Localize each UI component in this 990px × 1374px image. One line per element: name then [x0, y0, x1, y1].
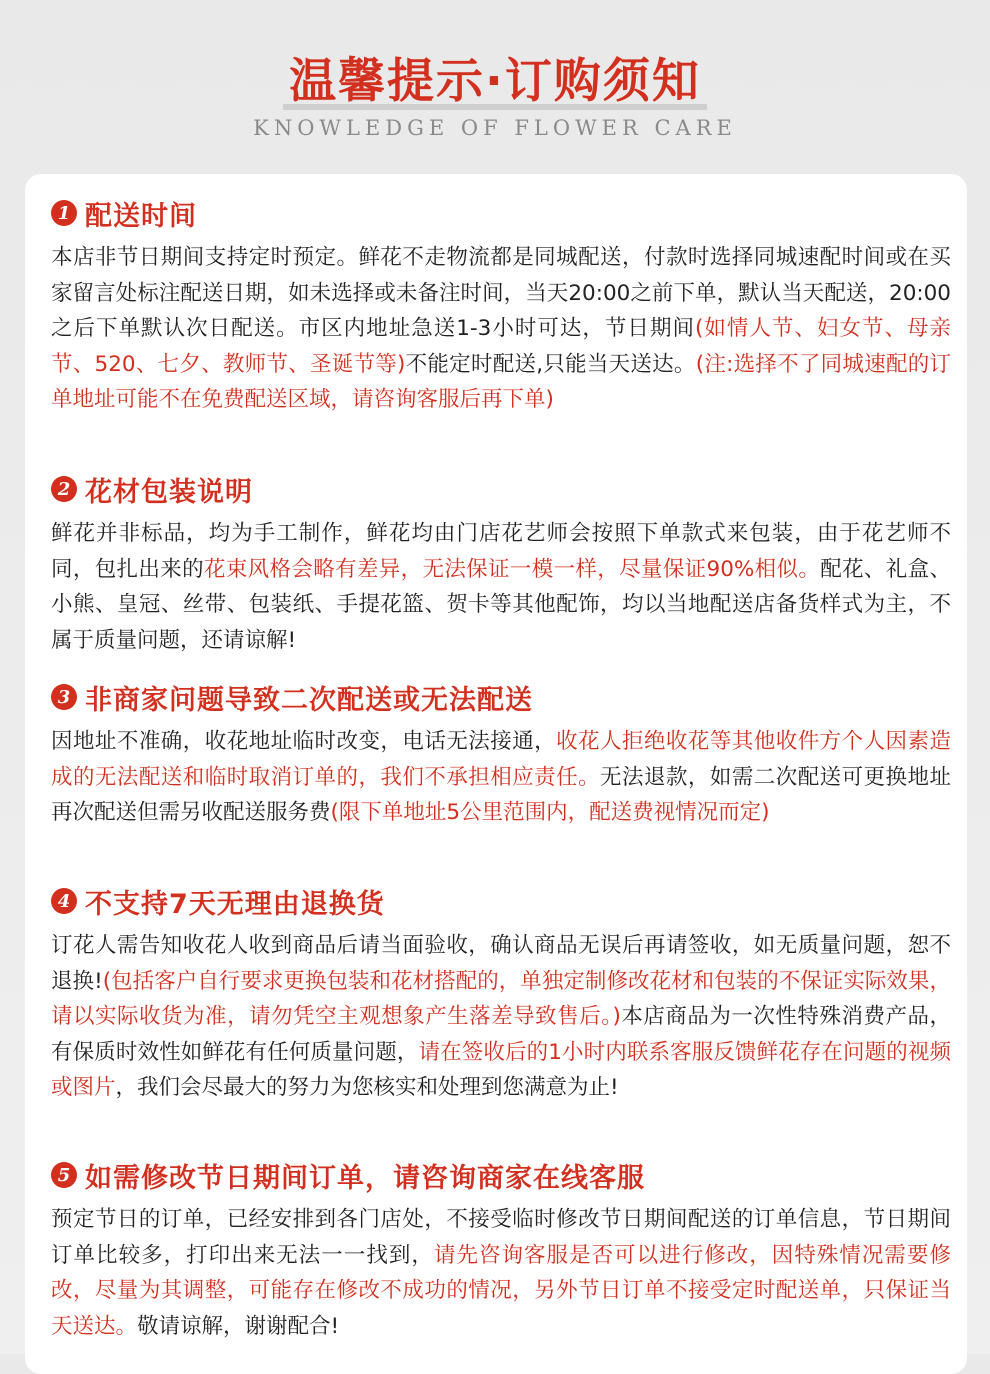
- section-no-return: [51, 882, 951, 1106]
- body-text: 本店非节日期间支持定时预定。鲜花不走物流都是同城配送，付款时选择同城速配时间或在买家留言处标注配送日期，如未选择或未备注时间，当天20:00之前下单，默认当天配送，20:00之后下单默认次日配送。市区内地址急送1-3小时可达，节日期间: [51, 245, 951, 341]
- section-redelivery: [51, 678, 951, 831]
- body-text: 预定节日的订单，已经安排到各门店处，不接受临时修改节日期间配送的订单信息，节日期间订单比较多，打印出来无法一一找到，: [51, 1207, 951, 1268]
- section-number-badge: 5: [51, 1162, 77, 1188]
- body-highlight: (限下单地址5公里范围内，配送费视情况而定): [330, 800, 770, 825]
- section-title: 非商家问题导致二次配送或无法配送: [85, 684, 533, 716]
- body-highlight: 收花人拒绝收花等其他收件方个人因素造成的无法配送和临时取消订单的，我们不承担相应责任。: [51, 729, 951, 790]
- section-holiday-order-change: [51, 1156, 951, 1344]
- section-flower-packaging: [51, 470, 951, 658]
- body-highlight: (注:选择不了同城速配的订单地址可能不在免费配送区域，请咨询客服后再下单): [51, 351, 951, 412]
- section-header: [51, 678, 951, 716]
- section-number-badge: 1: [51, 200, 77, 226]
- section-number-badge: 2: [51, 476, 77, 502]
- body-text: 鲜花并非标品，均为手工制作，鲜花均由门店花艺师会按照下单款式来包装，由于花艺师不同，包扎出来的: [51, 521, 951, 582]
- section-title: 配送时间: [85, 200, 197, 232]
- body-highlight: (包括客户自行要求更换包装和花材搭配的，单独定制修改花材和包装的不保证实际效果，请以实际收货为准，请勿凭空主观想象产生落差导致售后。): [51, 968, 951, 1029]
- section-body: [51, 516, 951, 658]
- body-highlight: (如情人节、妇女节、母亲节、520、七夕、教师节、圣诞节等): [51, 316, 951, 377]
- section-number-badge: 4: [51, 888, 77, 914]
- section-header: [51, 882, 951, 920]
- section-header: [51, 1156, 951, 1194]
- section-title: 如需修改节日期间订单，请咨询商家在线客服: [85, 1162, 645, 1194]
- title-wrap: [0, 52, 990, 112]
- section-header: [51, 470, 951, 508]
- section-title: 花材包装说明: [85, 476, 253, 508]
- section-body: [51, 724, 951, 831]
- body-text: 本店商品为一次性特殊消费产品，有保质时效性如鲜花有任何质量问题，: [51, 1004, 951, 1065]
- body-text: 因地址不准确，收花地址临时改变，电话无法接通，: [51, 729, 557, 754]
- section-title: 不支持7天无理由退换货: [85, 888, 385, 920]
- body-text: 订花人需告知收花人收到商品后请当面验收，确认商品无误后再请签收，如无质量问题，恕不退换!: [51, 933, 951, 994]
- section-body: [51, 240, 951, 418]
- section-delivery-time: [51, 194, 951, 418]
- section-number-badge: 3: [51, 684, 77, 710]
- body-text: ，我们会尽最大的努力为您核实和处理到您满意为止!: [115, 1075, 619, 1100]
- body-text: 配花、礼盒、小熊、皇冠、丝带、包装纸、手提花篮、贺卡等其他配饰，均以当地配送店备货样式为主，不属于质量问题，还请谅解!: [51, 556, 951, 653]
- section-header: [51, 194, 951, 232]
- page-title-text: 温馨提示·订购须知: [289, 54, 701, 109]
- body-highlight: 请先咨询客服是否可以进行修改，因特殊情况需要修改，尽量为其调整，可能存在修改不成功的情况，另外节日订单不接受定时配送单，只保证当天送达。: [51, 1242, 951, 1339]
- body-text: 不能定时配送,只能当天送达。: [405, 351, 696, 377]
- section-body: [51, 928, 951, 1106]
- body-text: 敬请谅解，谢谢配合!: [137, 1313, 340, 1339]
- header: [0, 0, 990, 170]
- section-body: [51, 1202, 951, 1344]
- page-subtitle: KNOWLEDGE OF FLOWER CARE: [253, 116, 737, 140]
- notice-card: [25, 174, 967, 1374]
- page-title: [283, 52, 707, 112]
- body-highlight: 花束风格会略有差异，无法保证一模一样，尽量保证90%相似。: [203, 556, 821, 582]
- body-highlight: 请在签收后的1小时内联系客服反馈鲜花存在问题的视频或图片: [51, 1039, 951, 1100]
- body-text: 无法退款，如需二次配送可更换地址再次配送但需另收配送服务费: [51, 764, 951, 825]
